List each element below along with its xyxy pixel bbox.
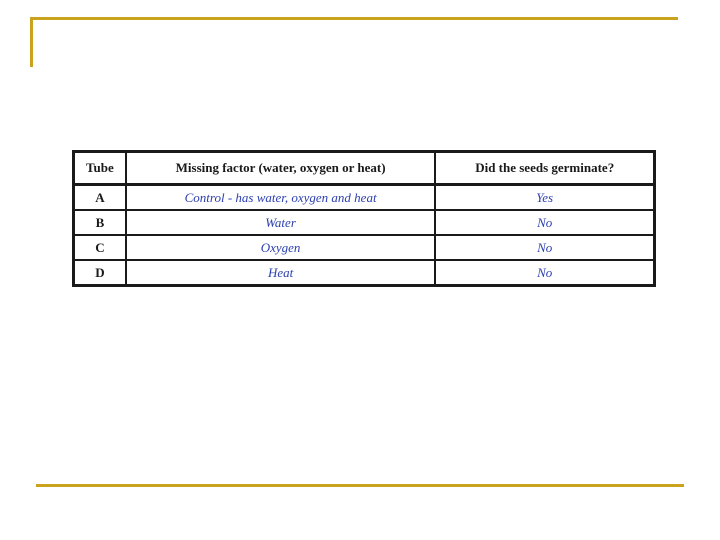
header-missing-factor: Missing factor (water, oxygen or heat) <box>126 152 436 185</box>
germinated-cell: Yes <box>435 185 654 210</box>
missing-factor-cell: Water <box>126 210 436 235</box>
germinated-cell: No <box>435 235 654 260</box>
seed-germination-table <box>72 150 656 287</box>
germinated-cell: No <box>435 260 654 285</box>
table-row <box>74 235 654 260</box>
table-row <box>74 210 654 235</box>
table-header-row <box>74 152 654 185</box>
table-row <box>74 185 654 210</box>
tube-cell: A <box>74 185 126 210</box>
frame-bottom-rule <box>36 484 684 487</box>
table-row <box>74 260 654 285</box>
missing-factor-cell: Heat <box>126 260 436 285</box>
header-tube: Tube <box>74 152 126 185</box>
tube-cell: D <box>74 260 126 285</box>
tube-cell: C <box>74 235 126 260</box>
germinated-cell: No <box>435 210 654 235</box>
frame-left-rule <box>30 17 33 67</box>
missing-factor-cell: Control - has water, oxygen and heat <box>126 185 436 210</box>
missing-factor-cell: Oxygen <box>126 235 436 260</box>
tube-cell: B <box>74 210 126 235</box>
header-germinated: Did the seeds germinate? <box>435 152 654 185</box>
frame-top-rule <box>30 17 678 20</box>
